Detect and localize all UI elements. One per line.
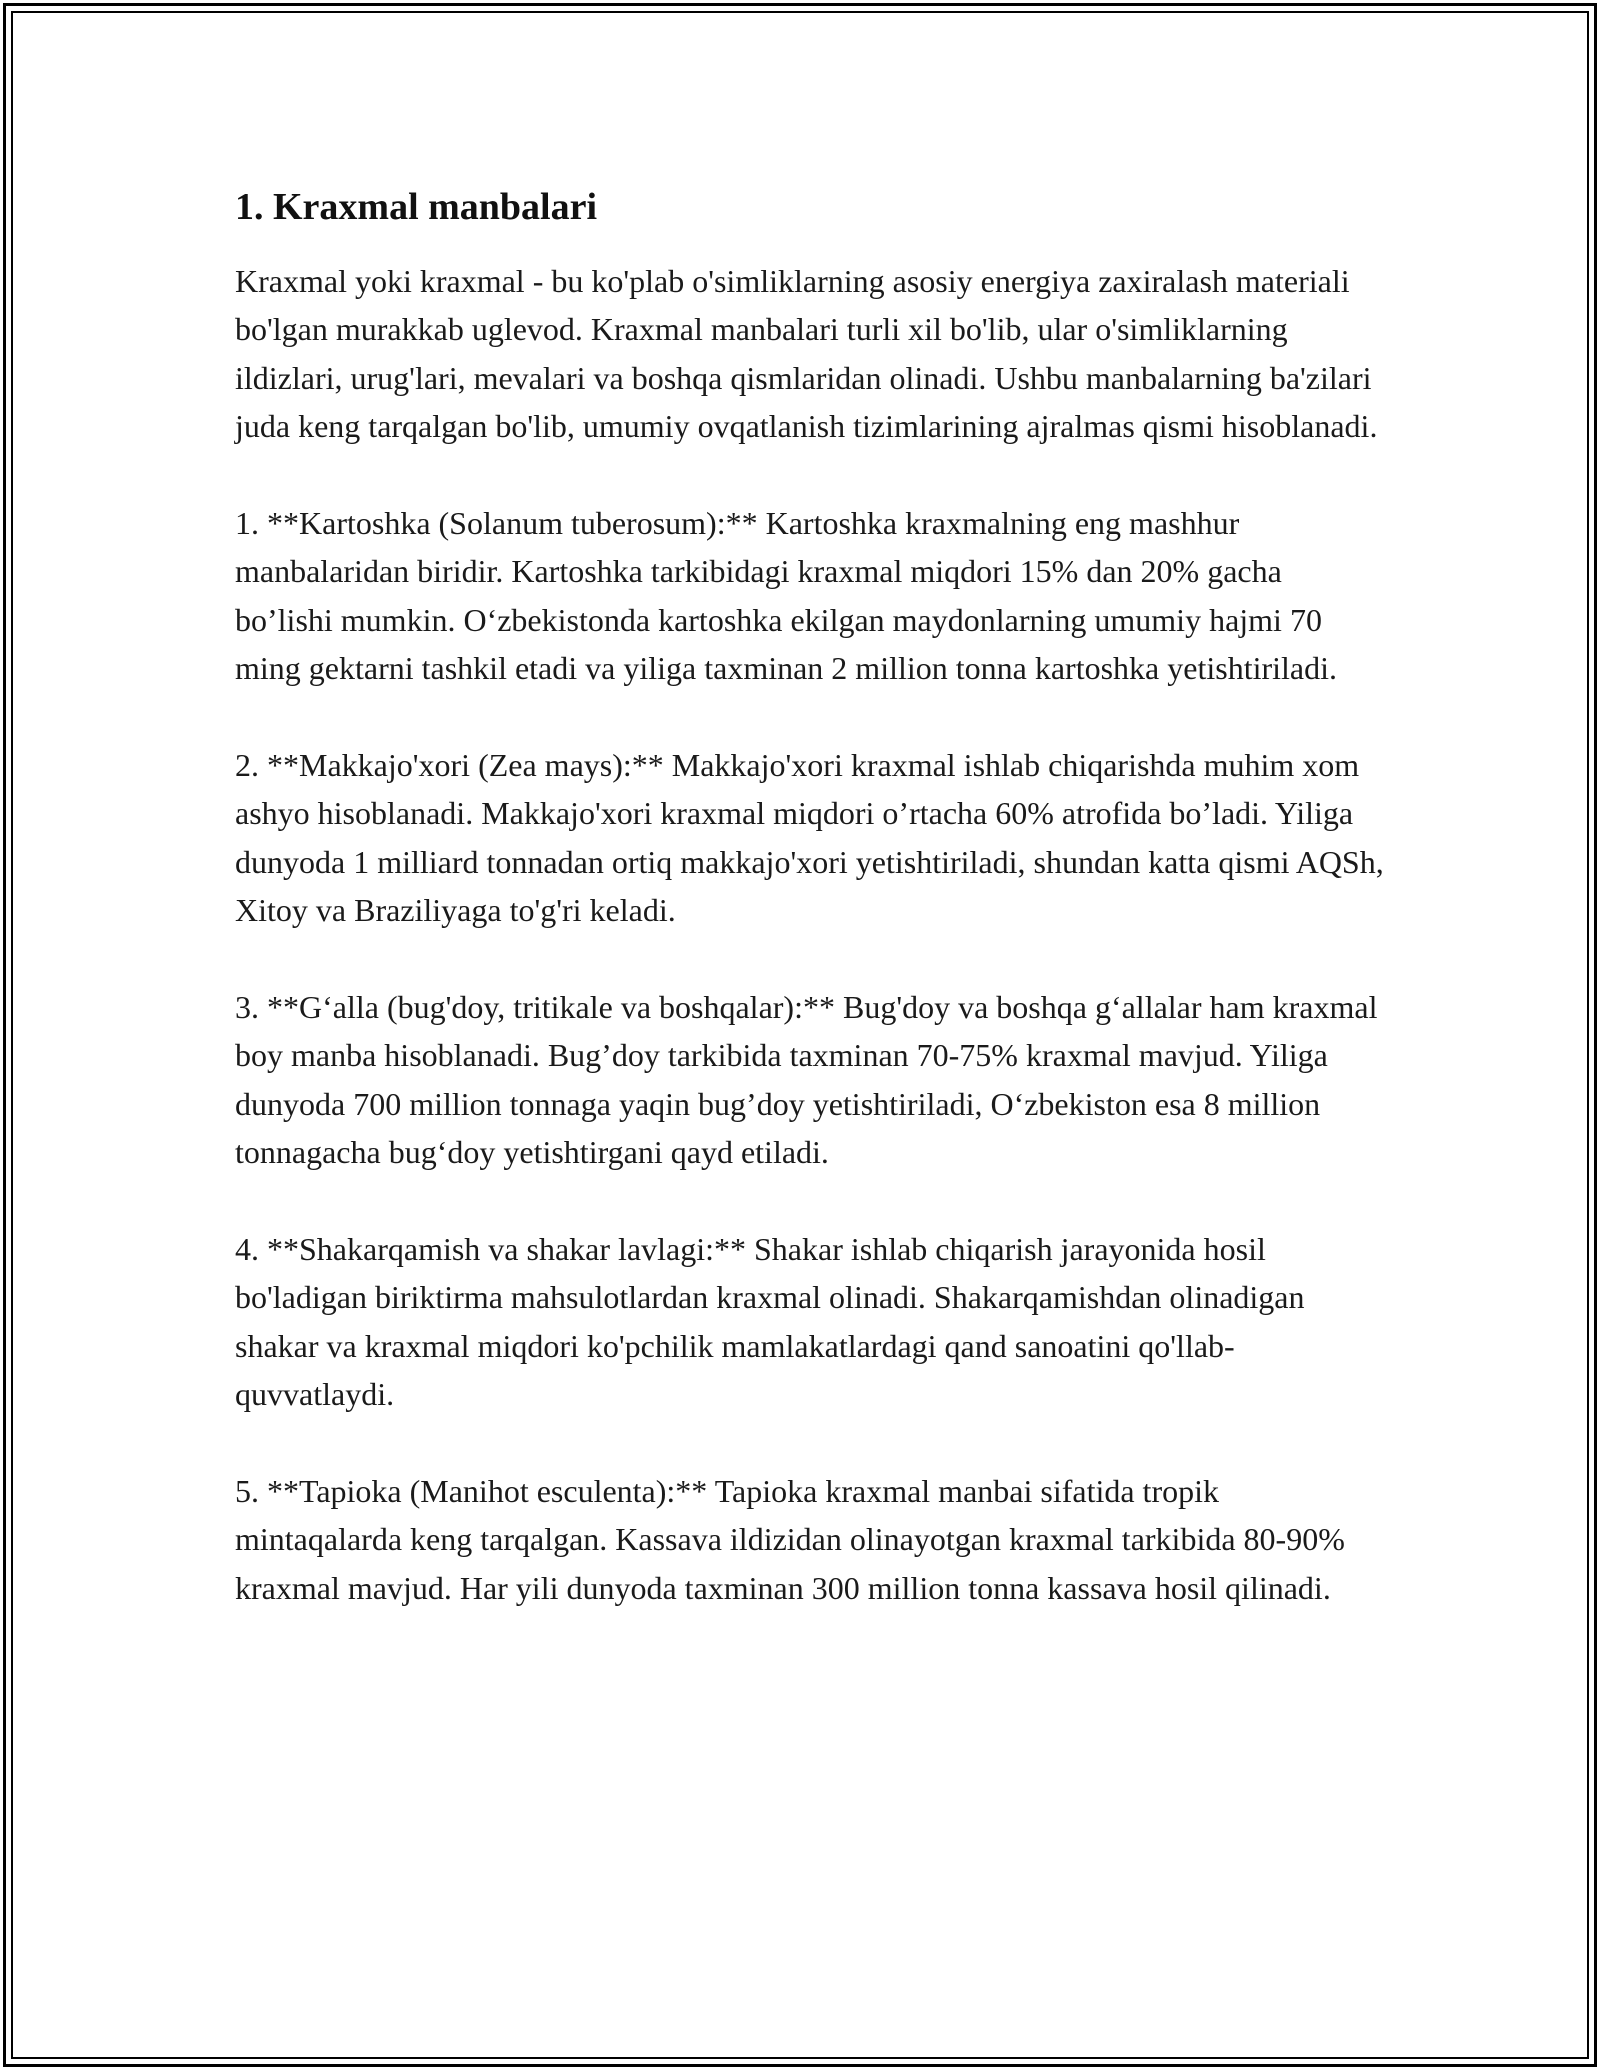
list-item-makkajoxori: 2. **Makkajo'xori (Zea mays):** Makkajo'xori kraxmal ishlab chiqarishda muhim xom ashyo hisoblanadi. Makkajo'xori kraxmal miqdori o’rtacha 60% atrofida bo’ladi. Yiliga dunyoda 1 milliard tonnadan ortiq makkajo'xori yetishtiriladi, shundan katta qismi AQSh, Xitoy va Braziliyaga to'g'ri keladi. (235, 747, 1384, 929)
list-item-galla: 3. **G‘alla (bug'doy, tritikale va boshqalar):** Bug'doy va boshqa g‘allalar ham kraxmal boy manba hisoblanadi. Bug’doy tarkibida taxminan 70-75% kraxmal mavjud. Yiliga dunyoda 700 million tonnaga yaqin bug’doy yetishtiriladi, O‘zbekiston esa 8 million tonnagacha bug‘doy yetishtirgani qayd etiladi. (235, 989, 1378, 1171)
list-item-shakarqamish: 4. **Shakarqamish va shakar lavlagi:** Shakar ishlab chiqarish jarayonida hosil bo'ladigan biriktirma mahsulotlardan kraxmal olinadi. Shakarqamishdan olinadigan shakar va kraxmal miqdori ko'pchilik mamlakatlardagi qand sanoatini qo'llab-quvvatlaydi. (235, 1231, 1305, 1413)
section-heading: 1. Kraxmal manbalari (235, 186, 598, 228)
list-item-kartoshka: 1. **Kartoshka (Solanum tuberosum):** Kartoshka kraxmalning eng mashhur manbalaridan biridir. Kartoshka tarkibidagi kraxmal miqdori 15% dan 20% gacha bo’lishi mumkin. O‘zbekistonda kartoshka ekilgan maydonlarning umumiy hajmi 70 ming gektarni tashkil etadi va yiliga taxminan 2 million tonna kartoshka yetishtiriladi. (235, 505, 1337, 687)
intro-paragraph: Kraxmal yoki kraxmal - bu ko'plab o'simliklarning asosiy energiya zaxiralash materiali bo'lgan murakkab uglevod. Kraxmal manbalari turli xil bo'lib, ular o'simliklarning ildizlari, urug'lari, mevalari va boshqa qismlaridan olinadi. Ushbu manbalarning ba'zilari juda keng tarqalgan bo'lib, umumiy ovqatlanish tizimlarining ajralmas qismi hisoblanadi. (235, 263, 1378, 445)
list-item-tapioka: 5. **Tapioka (Manihot esculenta):** Tapioka kraxmal manbai sifatida tropik mintaqalarda keng tarqalgan. Kassava ildizidan olinayotgan kraxmal tarkibida 80-90% kraxmal mavjud. Har yili dunyoda taxminan 300 million tonna kassava hosil qilinadi. (235, 1473, 1345, 1606)
document-body (235, 185, 1385, 1661)
